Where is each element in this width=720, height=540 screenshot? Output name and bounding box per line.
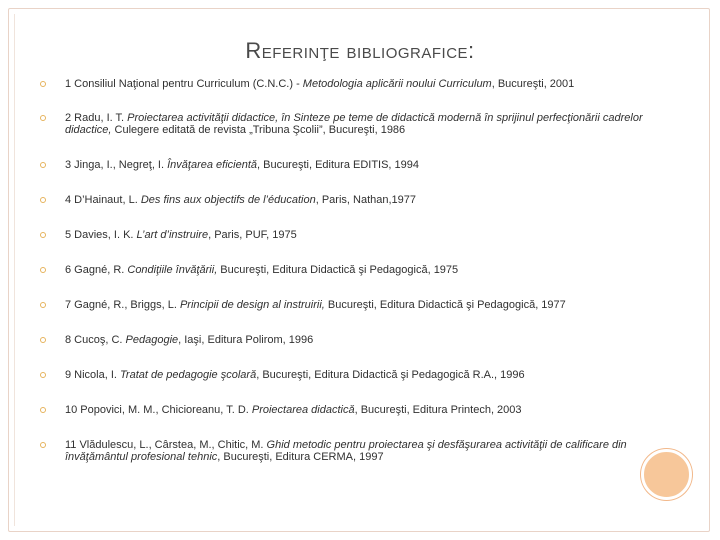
bullet-icon [40, 267, 46, 273]
reference-item [38, 229, 686, 241]
left-rule [14, 14, 15, 526]
bullet-icon [40, 372, 46, 378]
reference-item [38, 194, 686, 206]
reference-item [38, 369, 686, 381]
reference-item [38, 78, 686, 90]
reference-text: 4 D’Hainaut, L. Des fins aux objectifs de l’éducation, Paris, Nathan,1977 [65, 194, 417, 206]
slide-title: Referinţe bibliografice: [245, 38, 475, 63]
bullet-icon [40, 442, 46, 448]
bullet-icon [40, 337, 46, 343]
reference-item [38, 159, 686, 171]
reference-item [38, 299, 686, 311]
reference-list [38, 78, 686, 463]
reference-text: 6 Gagné, R. Condiţiile învăţării, Bucureşti, Editura Didactică şi Pedagogică, 1975 [65, 264, 459, 276]
reference-text: 7 Gagné, R., Briggs, L. Principii de design al instruirii, Bucureşti, Editura Didactică şi Pedagogică, 1977 [65, 299, 566, 311]
reference-text: 11 Vlădulescu, L., Cârstea, M., Chitic, M. Ghid metodic pentru proiectarea şi desfăşurarea activităţii de calificare din învăţământul profesional tehnic, Bucureşti, Editura CERMA, 1997 [65, 439, 627, 463]
reference-text: 10 Popovici, M. M., Chicioreanu, T. D. Proiectarea didactică, Bucureşti, Editura Printech, 2003 [65, 404, 522, 416]
bullet-icon [40, 115, 46, 121]
reference-item [38, 112, 686, 136]
bullet-icon [40, 197, 46, 203]
decorative-circle [641, 449, 692, 500]
reference-text: 5 Davies, I. K. L’art d’instruire, Paris, PUF, 1975 [65, 229, 297, 241]
reference-text: 9 Nicola, I. Tratat de pedagogie şcolară, Bucureşti, Editura Didactică şi Pedagogică R.A., 1996 [65, 369, 525, 381]
bullet-icon [40, 232, 46, 238]
reference-item [38, 334, 686, 346]
reference-text: 1 Consiliul Naţional pentru Curriculum (C.N.C.) - Metodologia aplicării noului Curriculum, Bucureşti, 2001 [65, 78, 575, 90]
bullet-icon [40, 162, 46, 168]
reference-text: 3 Jinga, I., Negreţ, I. Învăţarea eficientă, Bucureşti, Editura EDITIS, 1994 [65, 159, 420, 171]
reference-item [38, 404, 686, 416]
bullet-icon [40, 81, 46, 87]
reference-text: 2 Radu, I. T. Proiectarea activităţii didactice, în Sinteze pe teme de didactică modernă în sprijinul perfecţionării cadrelor didactice, Culegere editată de revista „Tribuna Şcolii”, Bucureşti, 1986 [65, 112, 643, 136]
reference-item [38, 439, 686, 463]
reference-text: 8 Cucoş, C. Pedagogie, Iaşi, Editura Polirom, 1996 [65, 334, 314, 346]
bullet-icon [40, 302, 46, 308]
bullet-icon [40, 407, 46, 413]
reference-item [38, 264, 686, 276]
